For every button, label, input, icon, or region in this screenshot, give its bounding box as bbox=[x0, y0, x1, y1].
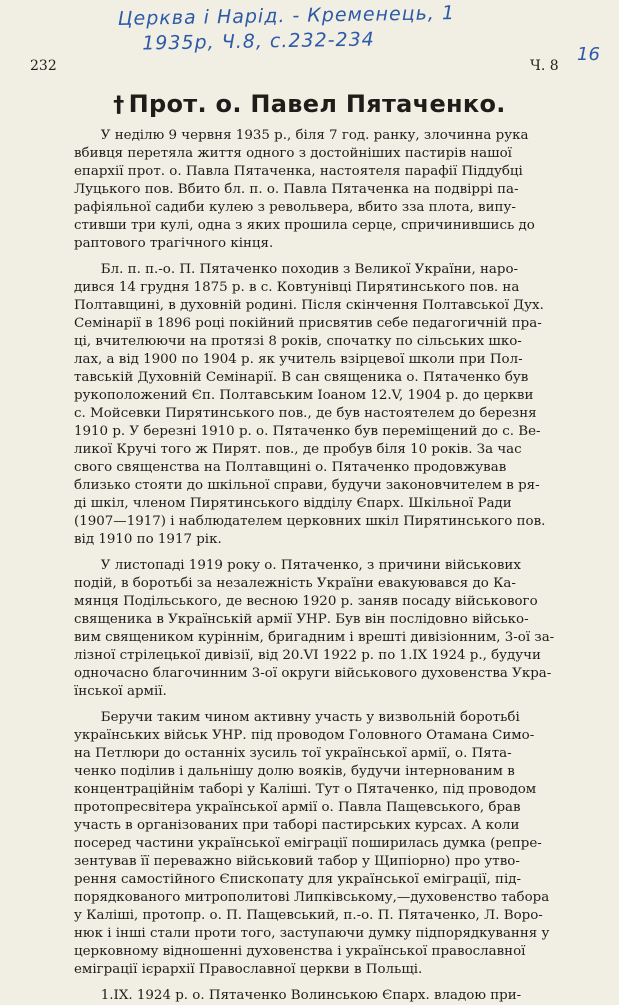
article-body bbox=[74, 127, 572, 1005]
text-line: лах, а від 1900 по 1904 р. як учитель взірцевої школи при Пол- bbox=[74, 352, 523, 367]
text-line: участь в організованих при таборі пастирських курсах. А коли bbox=[74, 818, 520, 833]
text-line: епархії прот. о. Павла Пятаченка, настоятеля парафії Піддубці bbox=[74, 164, 523, 179]
text-line: священика в Українській армії УНР. Був він послідовно військо- bbox=[74, 612, 529, 627]
paragraph-gap bbox=[74, 549, 572, 557]
text-line: У листопаді 1919 року о. Пятаченко, з причини військових bbox=[74, 558, 521, 573]
text-line: подій, в боротьбі за незалежність України евакуювався до Ка- bbox=[74, 576, 516, 591]
paragraph-gap bbox=[74, 701, 572, 709]
text-line: ченко поділив і дальнішу долю вояків, будучи інтернованим в bbox=[74, 764, 515, 779]
text-line: свого священства на Полтавщині о. Пятаченко продовжував bbox=[74, 460, 507, 475]
text-line: У неділю 9 червня 1935 р., біля 7 год. ранку, злочинна рука bbox=[74, 128, 529, 143]
text-line: Бл. п. п.-о. П. Пятаченко походив з Великої України, наро- bbox=[74, 262, 519, 277]
text-line: рукоположений Єп. Полтавським Іоаном 12.V, 1904 р. до церкви bbox=[74, 388, 534, 403]
text-line: ці, вчителюючи на протязі 8 років, спочатку по сільських шко- bbox=[74, 334, 522, 349]
text-line: стивши три кулі, одна з яких прошила серце, спричинившись до bbox=[74, 218, 535, 233]
text-line: протопресвітера української армії о. Павла Пащевського, брав bbox=[74, 800, 521, 815]
text-line: с. Мойсевки Пирятинського пов., де був настоятелем до березня bbox=[74, 406, 537, 421]
text-line: концентраційнім таборі у Каліші. Тут о Пятаченко, під проводом bbox=[74, 782, 537, 797]
text-line: ді шкіл, членом Пирятинського відділу Єпарх. Шкільної Ради bbox=[74, 496, 512, 511]
text-line: ликої Кручі того ж Пирят. пов., де пробув біля 10 років. За час bbox=[74, 442, 522, 457]
text-line: 1910 р. У березні 1910 р. о. Пятаченко був переміщений до с. Ве- bbox=[74, 424, 541, 439]
text-line: близько стояти до шкільної справи, будучи законовчителем в ря- bbox=[74, 478, 540, 493]
article-paragraph bbox=[74, 127, 572, 253]
handwritten-source-line: Церква і Нарід. - Кременець, 1 bbox=[117, 2, 456, 30]
text-line: рення самостійного Єпископату для української еміграції, під- bbox=[74, 872, 522, 887]
text-line: (1907—1917) і наблюдателем церковних шкіл Пирятинського пов. bbox=[74, 514, 546, 529]
article-paragraph bbox=[74, 709, 572, 979]
issue-number: Ч. 8 bbox=[530, 58, 559, 74]
page-number: 232 bbox=[30, 58, 57, 74]
text-line: на Петлюри до останніх зусиль тої української армії, о. Пята- bbox=[74, 746, 512, 761]
text-line: українських військ УНР. під проводом Головного Отамана Симо- bbox=[74, 728, 535, 743]
text-line: раптового трагічного кінця. bbox=[74, 236, 274, 251]
text-line: одночасно благочинним 3-ої округи військового духовенства Укра- bbox=[74, 666, 552, 681]
text-line: нюк і інші стали проти того, заступаючи думку підпорядкування у bbox=[74, 926, 550, 941]
text-line: мянця Подільського, де весною 1920 р. заняв посаду військового bbox=[74, 594, 538, 609]
text-line: вбивця перетяла життя одного з достойніших пастирів нашої bbox=[74, 146, 512, 161]
handwritten-issue-line: 1935р, Ч.8, с.232-234 bbox=[142, 28, 375, 55]
article-title-text: Прот. о. Павел Пятаченко. bbox=[128, 90, 506, 118]
paragraph-gap bbox=[74, 253, 572, 261]
article-paragraph bbox=[74, 261, 572, 549]
text-line: посеред частини української еміграції поширилась думка (репре- bbox=[74, 836, 542, 851]
text-line: рафіяльної садиби кулею з револьвера, вбито зза плота, випу- bbox=[74, 200, 516, 215]
text-line: Беручи таким чином активну участь у визвольній боротьбі bbox=[74, 710, 520, 725]
article-title bbox=[0, 90, 619, 118]
handwritten-page-mark: 16 bbox=[577, 44, 600, 65]
archival-handwritten-note bbox=[118, 1, 456, 57]
cross-icon: † bbox=[113, 93, 125, 118]
text-line: лізної стрілецької дивізії, від 20.VI 1922 р. по 1.IX 1924 р., будучи bbox=[74, 648, 541, 663]
text-line: еміграції ієрархії Православної церкви в Польщі. bbox=[74, 962, 423, 977]
text-line: порядкованого митрополитові Липківському,—духовенство табора bbox=[74, 890, 550, 905]
text-line: їнської армії. bbox=[74, 684, 167, 699]
text-line: дився 14 грудня 1875 р. в с. Ковтунівці Пирятинського пов. на bbox=[74, 280, 520, 295]
text-line: від 1910 по 1917 рік. bbox=[74, 532, 222, 547]
paragraph-gap bbox=[74, 979, 572, 987]
text-line: 1.IX. 1924 р. о. Пятаченко Волинською Єпарх. владою при- bbox=[74, 988, 522, 1003]
text-line: Семінарії в 1896 році покійний присвятив себе педагогичній пра- bbox=[74, 316, 542, 331]
text-line: Полтавщині, в духовній родині. Після скінчення Полтавської Дух. bbox=[74, 298, 544, 313]
text-line: церковному відношенні духовенства і української православної bbox=[74, 944, 526, 959]
article-paragraph bbox=[74, 557, 572, 701]
text-line: у Каліші, протопр. о. П. Пащевський, п.-о. П. Пятаченко, Л. Воро- bbox=[74, 908, 543, 923]
text-line: вим священиком куріннім, бригадним і врешті дивізіонним, 3-ої за- bbox=[74, 630, 555, 645]
text-line: тавській Духовній Семінарії. В сан священика о. Пятаченко був bbox=[74, 370, 529, 385]
text-line: зентував її переважно військовий табор у Щипіорно) про утво- bbox=[74, 854, 520, 869]
article-paragraph bbox=[74, 987, 572, 1005]
text-line: Луцького пов. Вбито бл. п. о. Павла Пятаченка на подвіррі па- bbox=[74, 182, 519, 197]
